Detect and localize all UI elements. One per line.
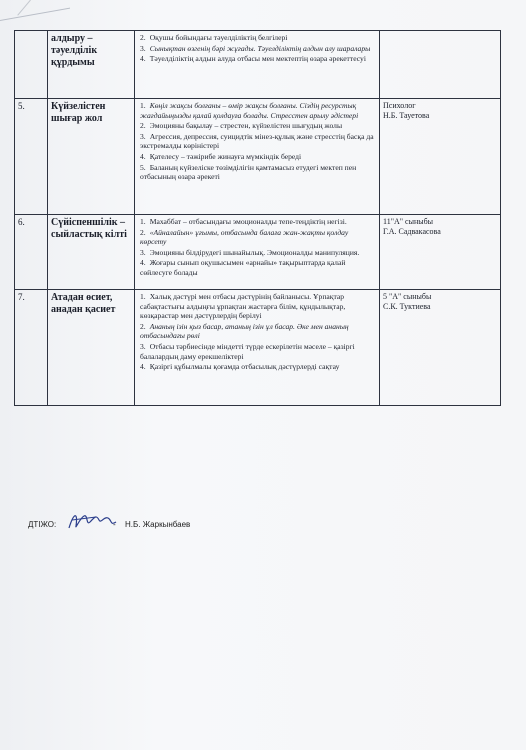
topic-item-text: Баланың күйзеліске төзімділігін қамтамасыз етудегі мектеп пен отбасының өзара әрекеті bbox=[140, 162, 357, 182]
topic-item-number: 3. bbox=[140, 131, 146, 141]
topic-items-list bbox=[138, 292, 376, 372]
responsible-cell bbox=[380, 99, 501, 215]
topic-item-number: 1. bbox=[140, 217, 146, 226]
topic-item bbox=[140, 163, 376, 182]
topic-item-text: Халық дәстүрі мен отбасы дәстүрінің байланысы. Ұрпақтар сабақтастығы алдыңғы ұрпақтан жастарға білім, құндылықтар, көзқарастар мен дәстүрлердің берілуі bbox=[140, 292, 346, 321]
topic-item bbox=[140, 362, 376, 372]
topic-item bbox=[140, 44, 376, 54]
topic-items-list bbox=[138, 101, 376, 182]
plan-row bbox=[15, 31, 501, 99]
topic-item bbox=[140, 54, 376, 64]
plan-row bbox=[15, 290, 501, 406]
topic-item-number: 4. bbox=[140, 258, 146, 268]
row-number bbox=[15, 31, 48, 99]
topic-item-number: 4. bbox=[140, 362, 146, 372]
topic-item-text: Отбасы тәрбиесінде міндетті түрде ескерілетін мәселе – қазіргі балалардың даму ерекшеліктері bbox=[140, 341, 355, 361]
row-number: 5. bbox=[15, 99, 48, 215]
responsible-role: Психолог bbox=[383, 101, 416, 110]
topic-item-number: 2. bbox=[140, 227, 146, 237]
topic-items-cell bbox=[135, 290, 380, 406]
topic-title: Сүйіспеншілік – сыйластық кілті bbox=[48, 215, 135, 290]
signatory-name: Н.Б. Жаркынбаев bbox=[125, 520, 191, 529]
topic-item-text: Эмоцияны бақылау – стрестен, күйзелістен шығудың жолы bbox=[149, 121, 343, 131]
topic-item-number: 4. bbox=[140, 151, 146, 161]
responsible-name: Н.Б. Тауетова bbox=[383, 111, 430, 120]
topic-item-number: 2. bbox=[140, 33, 146, 42]
topic-item-text: Махаббат – отбасындағы эмоционалды тепе-теңдіктің негізі. bbox=[149, 217, 347, 226]
topic-item-text: Қателесу – тәжірибе жинауға мүмкіндік береді bbox=[149, 151, 302, 161]
responsible-name: Г.А. Садвакасова bbox=[383, 227, 441, 236]
topic-item-number: 2. bbox=[140, 121, 146, 131]
topic-item bbox=[140, 342, 376, 361]
topic-item-number: 4. bbox=[140, 54, 146, 64]
topic-item-number: 3. bbox=[140, 341, 146, 351]
topic-item bbox=[140, 217, 376, 227]
topic-items-cell bbox=[135, 31, 380, 99]
row-number: 7. bbox=[15, 290, 48, 406]
row-number: 6. bbox=[15, 215, 48, 290]
topic-item bbox=[140, 258, 376, 277]
responsible-cell bbox=[380, 290, 501, 406]
topic-item bbox=[140, 33, 376, 43]
topic-item-number: 3. bbox=[140, 247, 146, 257]
topic-item-number: 3. bbox=[140, 43, 146, 53]
topic-items-list bbox=[138, 33, 376, 64]
topic-item-text: Жоғары сынып оқушысымен «арнайы» тақырыптарда қалай сөйлесуге болады bbox=[140, 258, 346, 277]
responsible-name: С.К. Туктиева bbox=[383, 302, 431, 311]
responsible-cell bbox=[380, 215, 501, 290]
topic-item bbox=[140, 152, 376, 162]
topic-item bbox=[140, 228, 376, 247]
topic-item-number: 1. bbox=[140, 292, 146, 301]
signature-dash: - bbox=[113, 520, 116, 529]
plan-row bbox=[15, 215, 501, 290]
topic-item-text: «Айналайын» ұғымы, отбасында балаға жан-жақты қолдау көрсету bbox=[140, 227, 349, 247]
plan-table bbox=[14, 30, 501, 406]
topic-item bbox=[140, 121, 376, 131]
topic-item-number: 2. bbox=[140, 321, 146, 331]
page-fold-mark bbox=[0, 0, 70, 21]
topic-items-cell bbox=[135, 215, 380, 290]
topic-item-text: Сынықтан өзгенің бәрі жұғады. Тәуелділіктің алдын алу шаралары bbox=[149, 43, 371, 53]
topic-item-text: Көңіл жақсы болғаны – өмір жақсы болғаны. Сіздің ресурстық жағдайыңызды қалай қолдауға болады. Стресстен арылу әдістері bbox=[140, 101, 359, 120]
topic-items-cell bbox=[135, 99, 380, 215]
topic-item-text: Эмоцияны білдірудегі шынайылық. Эмоционалды манипуляция. bbox=[149, 247, 360, 257]
topic-item-text: Оқушы бойындағы тәуелділіктің белгілері bbox=[149, 33, 288, 42]
topic-item-text: Тәуелділіктің алдын алуда отбасы мен мектептің өзара әрекеттесуі bbox=[149, 54, 366, 64]
topic-title: алдыру – тәуелділік құрдымы bbox=[48, 31, 135, 99]
topic-item bbox=[140, 101, 376, 120]
topic-item-number: 5. bbox=[140, 162, 146, 172]
topic-item bbox=[140, 292, 376, 321]
signature-label: ДТІЖО: bbox=[28, 520, 57, 529]
topic-title: Күйзелістен шығар жол bbox=[48, 99, 135, 215]
responsible-role: 11"А" сыныбы bbox=[383, 217, 434, 226]
topic-item-text: Ананың ізін қыз басар, атаның ізін ұл басар. Әке мен ананың отбасындағы рөлі bbox=[140, 321, 349, 341]
responsible-role: 5 "А" сыныбы bbox=[383, 292, 432, 301]
plan-row bbox=[15, 99, 501, 215]
topic-item bbox=[140, 132, 376, 151]
topic-item-number: 1. bbox=[140, 101, 146, 110]
topic-item bbox=[140, 248, 376, 258]
topic-item-text: Қазіргі құбылмалы қоғамда отбасылық дәстүрлерді сақтау bbox=[149, 362, 340, 372]
topic-items-list bbox=[138, 217, 376, 278]
responsible-cell bbox=[380, 31, 501, 99]
topic-item bbox=[140, 322, 376, 341]
topic-item-text: Агрессия, депрессия, суицидтік мінез-құлық және стресстің басқа да экстремалды көріністері bbox=[140, 131, 374, 151]
topic-title: Атадан өсиет, анадан қасиет bbox=[48, 290, 135, 406]
